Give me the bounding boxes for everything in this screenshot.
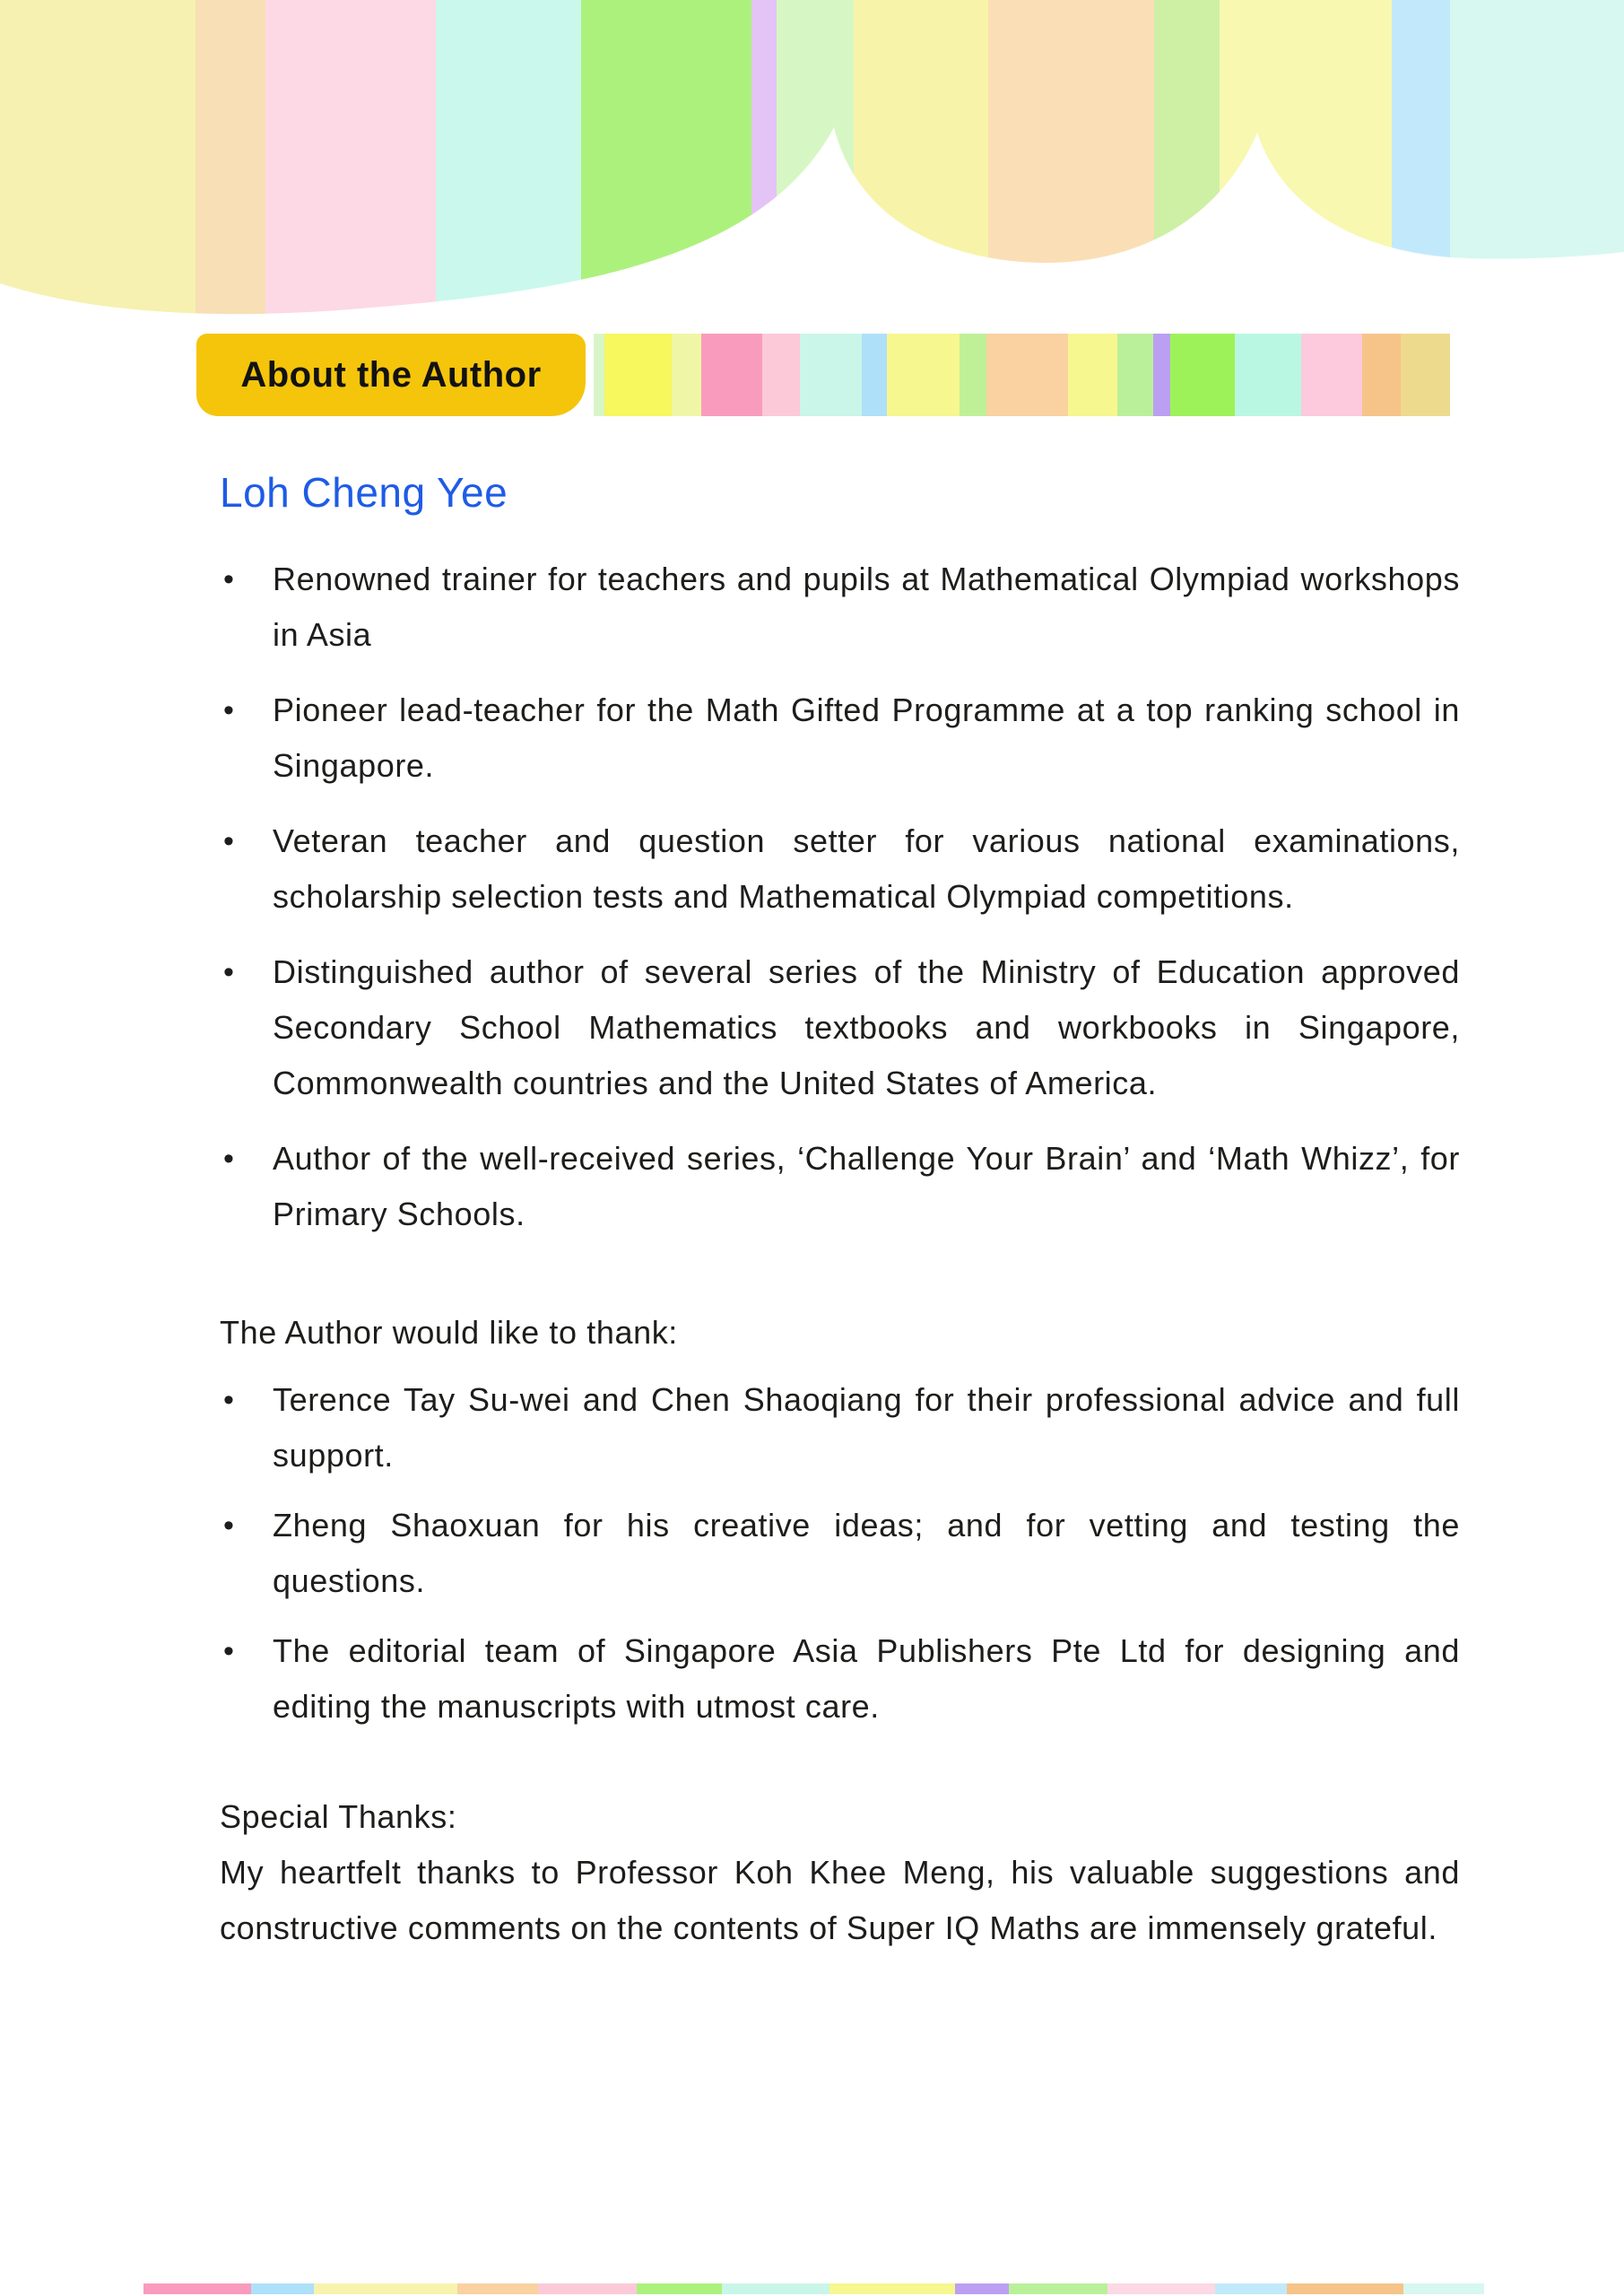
stripe: [594, 334, 604, 416]
section-title: About the Author: [240, 354, 542, 395]
section-header: [196, 334, 1450, 416]
stripe: [1170, 334, 1235, 416]
stripe: [672, 334, 701, 416]
stripe: [1215, 2283, 1287, 2294]
stripe: [143, 2283, 251, 2294]
stripe: [777, 0, 854, 316]
footer-stripe-bar: [143, 2283, 1484, 2294]
stripe: [762, 334, 801, 416]
stripe: [1403, 2283, 1484, 2294]
stripe: [1117, 334, 1153, 416]
stripe: [1450, 0, 1624, 316]
bullet-dot: •: [223, 693, 234, 727]
stripe: [751, 0, 777, 316]
bullet-text: Renowned trainer for teachers and pupils at Mathematical Olympiad workshops in Asia: [273, 561, 1460, 653]
bullet-text: Distinguished author of several series of the Ministry of Education approved Secondary School Mathematics textbooks and workbooks in Singapore, Commonwealth countries and the United States of America.: [273, 953, 1460, 1101]
stripe: [862, 334, 888, 416]
top-banner: [0, 0, 1624, 316]
stripe: [457, 2283, 538, 2294]
section-title-badge: [196, 334, 586, 416]
special-thanks-body: My heartfelt thanks to Professor Koh Khee Meng, his valuable suggestions and constructive comments on the contents of Super IQ Maths are immensely grateful.: [220, 1854, 1460, 1946]
stripe: [887, 334, 960, 416]
bullet-text: Terence Tay Su-wei and Chen Shaoqiang for their professional advice and full support.: [273, 1381, 1460, 1474]
list-item: [220, 1372, 1460, 1483]
stripe: [829, 2283, 955, 2294]
stripe: [955, 2283, 1009, 2294]
special-thanks-block: [220, 1789, 1460, 1956]
stripe: [701, 334, 762, 416]
stripe: [854, 0, 988, 316]
stripe: [604, 334, 672, 416]
bullet-dot: •: [223, 1142, 234, 1176]
list-item: [220, 944, 1460, 1111]
stripe: [436, 0, 581, 316]
thanks-bullet-list: [220, 1372, 1460, 1749]
list-item: [220, 1498, 1460, 1609]
header-stripe-bar: [594, 334, 1450, 416]
bullet-text: Pioneer lead-teacher for the Math Gifted Programme at a top ranking school in Singapore.: [273, 691, 1460, 784]
list-item: [220, 1623, 1460, 1735]
stripe: [1392, 0, 1450, 316]
bullet-dot: •: [223, 955, 234, 989]
thanks-heading: The Author would like to thank:: [220, 1314, 678, 1351]
stripe: [960, 334, 986, 416]
list-item: [220, 683, 1460, 794]
stripe: [986, 334, 1068, 416]
bullet-text: The editorial team of Singapore Asia Publishers Pte Ltd for designing and editing the manuscripts with utmost care.: [273, 1632, 1460, 1725]
stripe: [1220, 0, 1392, 316]
stripe: [1301, 334, 1362, 416]
stripe: [1154, 0, 1220, 316]
stripe: [1401, 334, 1450, 416]
list-item: [220, 813, 1460, 925]
stripe: [988, 0, 1154, 316]
author-bullet-list: [220, 552, 1460, 1262]
stripe: [581, 0, 751, 316]
stripe: [538, 2283, 637, 2294]
bullet-dot: •: [223, 1509, 234, 1543]
stripe: [195, 0, 265, 316]
stripe: [1287, 2283, 1403, 2294]
stripe: [1068, 334, 1117, 416]
bullet-text: Author of the well-received series, ‘Challenge Your Brain’ and ‘Math Whizz’, for Primary Schools.: [273, 1140, 1460, 1232]
stripe: [1153, 334, 1170, 416]
stripe: [800, 334, 861, 416]
bullet-text: Zheng Shaoxuan for his creative ideas; and for vetting and testing the questions.: [273, 1507, 1460, 1599]
special-thanks-heading: Special Thanks:: [220, 1798, 457, 1835]
stripe: [265, 0, 436, 316]
stripe: [637, 2283, 722, 2294]
bullet-dot: •: [223, 1634, 234, 1668]
stripe: [1009, 2283, 1107, 2294]
bullet-dot: •: [223, 1383, 234, 1417]
stripe: [251, 2283, 314, 2294]
stripe: [722, 2283, 829, 2294]
stripe: [1107, 2283, 1215, 2294]
stripe: [1235, 334, 1301, 416]
bullet-dot: •: [223, 562, 234, 596]
author-name: Loh Cheng Yee: [220, 469, 508, 516]
list-item: [220, 552, 1460, 663]
stripe: [0, 0, 195, 316]
stripe: [1362, 334, 1401, 416]
stripe: [314, 2283, 457, 2294]
bullet-text: Veteran teacher and question setter for various national examinations, scholarship selection tests and Mathematical Olympiad competitions.: [273, 822, 1460, 915]
bullet-dot: •: [223, 824, 234, 858]
list-item: [220, 1131, 1460, 1242]
